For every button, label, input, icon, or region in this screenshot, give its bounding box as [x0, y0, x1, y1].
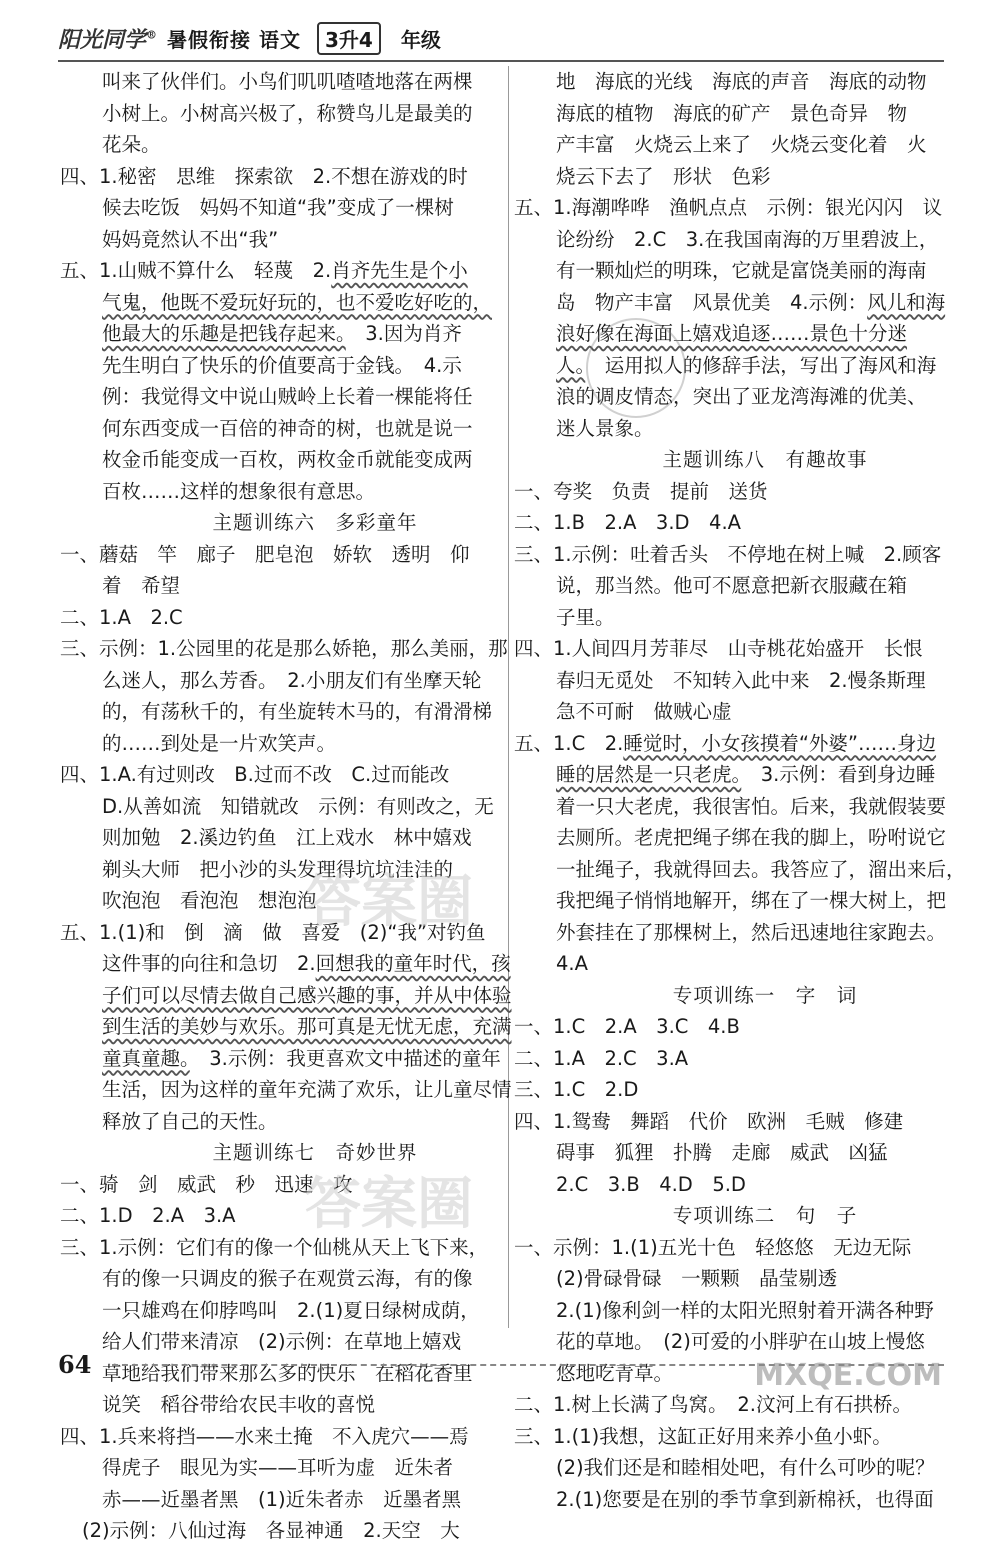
answer-line: 四、1.人间四月芳菲尽 山寺桃花始盛开 长恨 [514, 637, 923, 660]
answer-line: 说，那当然。他可不愿意把新衣服藏在箱 [556, 574, 908, 597]
answer-line: 一扯绳子，我就得回去。我答应了，溜出来后， [556, 857, 966, 881]
section-heading: 主题训练八 有趣故事 [662, 448, 868, 471]
section-heading: 专项训练一 字 词 [672, 983, 858, 1007]
answer-line: 草地给我们带来那么多的快乐 在稻花香里 [102, 1361, 473, 1385]
answer-line: 四、1.秘密 思维 探索欲 2.不想在游戏的时 [60, 164, 468, 188]
answer-line: 五、1.海潮哗哗 渔帆点点 示例：银光闪闪 议 [514, 196, 943, 219]
page-header [58, 16, 441, 60]
left-column [60, 66, 512, 1547]
answer-line: 的，有荡秋千的，有坐旋转木马的，有滑滑梯 [102, 700, 493, 723]
answer-line: 五、1.C 2.睡觉时，小女孩摸着“外婆”……身边 [514, 731, 937, 755]
answer-line: 四、1.鸳鸯 舞蹈 代价 欧洲 毛贼 修建 [514, 1109, 904, 1133]
answer-line: 四、1.兵来将挡——水来土掩 不入虎穴——焉 [60, 1424, 469, 1448]
answer-line: 二、1.B 2.A 3.D 4.A [514, 511, 741, 534]
brand-logo: 阳光同学® [58, 26, 158, 53]
answer-line: 二、1.A 2.C 3.A [514, 1046, 689, 1070]
underlined-answer: 肖齐先生是个小 [331, 259, 468, 282]
grade-label: 年级 [400, 27, 441, 52]
answer-line: 赤——近墨者黑 (1)近朱者赤 近墨者黑 [102, 1487, 462, 1511]
answer-line: 一、蘑菇 竿 廊子 肥皂泡 娇软 透明 仰 [60, 542, 470, 566]
answer-line [60, 1011, 512, 1043]
answer-line: 我把绳子悄悄地解开，绑在了一棵大树上，把 [556, 889, 947, 912]
answer-line: 先生明白了快乐的价值要高于金钱。 4.示 [102, 353, 462, 377]
answer-line: 叫来了伙伴们。小鸟们叽叽喳喳地落在两棵 [102, 70, 473, 93]
answer-line: 春归无觅处 不知转入此中来 2.慢条斯理 [556, 668, 926, 692]
answer-line: 这件事的向往和急切 2.回想我的童年时代，孩 [102, 952, 511, 975]
answer-line: 迷人景象。 [556, 416, 654, 440]
underlined-answer: 气鬼，他既不爱玩好玩的，也不爱吃好吃的， [102, 290, 493, 314]
watermark-site: MXQE.COM [754, 1358, 942, 1393]
answer-line: 生活，因为这样的童年充满了欢乐，让儿童尽情 [102, 1078, 512, 1101]
answer-line: 候去吃饭 妈妈不知道“我”变成了一棵树 [102, 196, 454, 219]
footer-rule [112, 1364, 944, 1366]
answer-line: 着 希望 [102, 574, 181, 597]
answer-line: 2.(1)您要是在别的季节拿到新棉袄，也得面 [556, 1487, 934, 1511]
underlined-answer: 睡的居然是一只老虎。 [556, 763, 742, 786]
answer-line: D.从善如流 知错就改 示例：有则改之，无 [102, 794, 494, 818]
answer-line: 2.(1)像利剑一样的太阳光照射着开满各种野 [556, 1298, 934, 1322]
answer-line: 花朵。 [102, 133, 161, 156]
answer-line: 一、骑 剑 威武 秒 迅速 攻 [60, 1172, 353, 1196]
underlined-answer: 浪好像在海面上嬉戏追逐……景色十分迷 [556, 322, 908, 345]
answer-line: 五、1.山贼不算什么 轻蔑 2.肖齐先生是个小 [60, 259, 468, 282]
answer-line: 则加勉 2.溪边钓鱼 江上戏水 林中嬉戏 [102, 826, 472, 849]
answer-line: 4.A [556, 952, 588, 975]
answer-line: 三、1.(1)我想，这缸正好用来养小鱼小虾。 [514, 1424, 892, 1448]
answer-line: 子里。 [556, 605, 615, 629]
answer-line: 三、示例：1.公园里的花是那么娇艳，那么美丽，那 [60, 637, 508, 660]
underlined-answer: 人。 [556, 353, 586, 377]
answer-line: 一、示例：1.(1)五光十色 轻悠悠 无边无际 [514, 1235, 912, 1259]
answer-line: 何东西变成一百倍的神奇的树，也就是说一 [102, 416, 473, 440]
underlined-answer: 童真童趣。 [102, 1046, 190, 1070]
answer-line: 五、1.(1)和 倒 滴 做 喜爱 (2)“我”对钓鱼 [60, 920, 486, 944]
page-number: 64 [58, 1350, 92, 1379]
answer-line: 有一颗灿烂的明珠，它就是富饶美丽的海南 [556, 259, 927, 282]
answer-line: 浪的调皮情态，突出了亚龙湾海滩的优美、 [556, 385, 927, 408]
answer-line: 花的草地。 (2)可爱的小胖驴在山坡上慢悠 [556, 1330, 925, 1353]
answer-line: 论纷纷 2.C 3.在我国南海的万里碧波上， [556, 227, 939, 251]
right-column [514, 66, 966, 1515]
answer-line: 外套挂在了那棵树上，然后迅速地往家跑去。 [556, 920, 947, 944]
answer-line: 三、1.C 2.D [514, 1078, 639, 1101]
answer-line: 妈妈竟然认不出“我” [102, 227, 279, 251]
underlined-answer: 子们可以尽情去做自己感兴趣的事，并从中体验 [102, 983, 512, 1007]
answer-line: 碍事 狐狸 扑腾 走廊 威武 凶猛 [556, 1141, 888, 1164]
answer-line: 一、1.C 2.A 3.C 4.B [514, 1015, 740, 1038]
column-divider [508, 66, 509, 1328]
grade-badge: 3升4 [317, 22, 381, 55]
answer-line: 二、1.A 2.C [60, 605, 183, 629]
answer-line: 得虎子 眼见为实——耳听为虚 近朱者 [102, 1456, 454, 1479]
header-rule [58, 60, 944, 62]
answer-line: 小树上。小树高兴极了，称赞鸟儿是最美的 [102, 101, 473, 125]
answer-line: 着一只大老虎，我很害怕。后来，我就假装要 [556, 794, 947, 818]
answer-line: 的……到处是一片欢笑声。 [102, 731, 337, 755]
watermark-left: 答案圈 [305, 870, 473, 935]
answer-line: 三、1.示例：吐着舌头 不停地在树上喊 2.顾客 [514, 542, 942, 566]
answer-line: 2.C 3.B 4.D 5.D [556, 1172, 746, 1196]
answer-line: (2)骨碌骨碌 一颗颗 晶莹剔透 [556, 1267, 838, 1290]
answer-line: 说笑 稻谷带给农民丰收的喜悦 [102, 1393, 376, 1416]
underlined-answer: 他最大的乐趣是把钱存起来。 [102, 322, 346, 345]
underlined-answer: 回想我的童年时代，孩 [315, 952, 511, 975]
answer-line: 给人们带来清凉 (2)示例：在草地上嬉戏 [102, 1330, 462, 1353]
answer-line: 地 海底的光线 海底的声音 海底的动物 [556, 70, 927, 93]
answer-line: 释放了自己的天性。 [102, 1109, 278, 1133]
underlined-answer: 风儿和海 [867, 290, 946, 314]
answer-line: 剃头大师 把小沙的头发理得坑坑洼洼的 [102, 857, 454, 881]
answer-line: 一、夸奖 负责 提前 送货 [514, 479, 768, 503]
answer-line [60, 287, 500, 319]
answer-line: 海底的植物 海底的矿产 景色奇异 物 [556, 101, 908, 125]
answer-line: 人。 运用拟人的修辞手法，写出了海风和海 [556, 353, 937, 377]
watermark-left-lower: 答案圈 [305, 1172, 473, 1237]
answer-line: 去厕所。老虎把绳子绑在我的脚上，吩咐说它 [556, 826, 947, 849]
answer-line: 有的像一只调皮的猴子在观赏云海，有的像 [102, 1267, 473, 1290]
answer-line: 三、1.示例：它们有的像一个仙桃从天上飞下来， [60, 1235, 489, 1259]
underlined-answer: 睡觉时，小女孩摸着“外婆”……身边 [623, 731, 937, 755]
answer-line [514, 318, 946, 350]
brand-text: 阳光同学 [58, 26, 147, 53]
answer-line: 一只雄鸡在仰脖鸣叫 2.(1)夏日绿树成荫， [102, 1298, 480, 1322]
answer-line: 烧云下去了 形状 色彩 [556, 164, 771, 188]
answer-line: 睡的居然是一只老虎。 3.示例：看到身边睡 [556, 763, 936, 786]
answer-line: 百枚……这样的想象很有意思。 [102, 479, 376, 503]
answer-line: 产丰富 火烧云上来了 火烧云变化着 火 [556, 133, 927, 156]
answer-line: (2)示例：八仙过海 各显神通 2.天空 大 [82, 1519, 460, 1542]
answer-line: 四、1.A.有过则改 B.过而不改 C.过而能改 [60, 763, 450, 786]
answer-line [60, 980, 512, 1012]
answer-line: 岛 物产丰富 风景优美 4.示例：风儿和海 [556, 290, 946, 314]
section-heading: 专项训练二 句 子 [672, 1204, 858, 1227]
answer-line: 他最大的乐趣是把钱存起来。 3.因为肖齐 [102, 322, 462, 345]
seal-stamp [586, 318, 686, 418]
answer-line: 枚金币能变成一百枚，两枚金币就能变成两 [102, 448, 473, 471]
section-heading: 主题训练六 多彩童年 [212, 511, 418, 534]
answer-line: (2)我们还是和睦相处吧，有什么可吵的呢？ [556, 1456, 935, 1479]
answer-line: 二、1.D 2.A 3.A [60, 1204, 236, 1227]
section-heading: 主题训练七 奇妙世界 [212, 1141, 418, 1164]
answer-line: 么迷人，那么芳香。 2.小朋友们有坐摩天轮 [102, 668, 482, 692]
underlined-answer: 到生活的美妙与欢乐。那可真是无忧无虑，充满 [102, 1015, 512, 1038]
answer-line: 吹泡泡 看泡泡 想泡泡 [102, 889, 317, 912]
answer-line: 例：我觉得文中说山贼岭上长着一棵能将任 [102, 385, 473, 408]
answer-line: 二、1.树上长满了鸟窝。 2.汶河上有石拱桥。 [514, 1393, 912, 1416]
book-title: 暑假衔接 语文 [167, 27, 301, 52]
answer-line: 童真童趣。 3.示例：我更喜欢文中描述的童年 [102, 1046, 501, 1070]
answer-line: 悠地吃青草。 [556, 1361, 674, 1385]
answer-line: 急不可耐 做贼心虚 [556, 700, 732, 723]
